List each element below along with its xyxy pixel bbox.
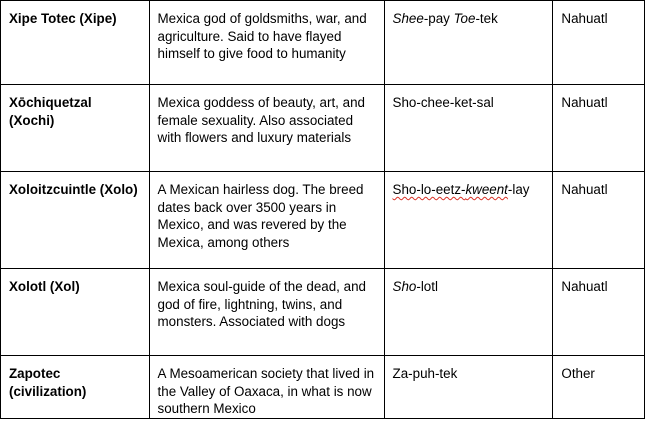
pronunciation-part: Sho-lo-eetz-	[392, 182, 466, 197]
pronunciation-part: Sho-chee-ket-sal	[392, 95, 494, 110]
pronunciation-cell	[384, 1, 553, 85]
pronunciation-part: -tek	[475, 11, 498, 26]
pronunciation-part: -pay	[423, 11, 454, 26]
pronunciation-part: kweent	[465, 182, 508, 197]
pronunciation-part: Toe	[453, 11, 476, 26]
definition-cell: A Mexican hairless dog. The breed dates back over 3500 years in Mexico, and was revered by the Mexica, among others	[149, 172, 384, 269]
pronunciation-part: Shee	[392, 11, 424, 26]
term-cell: Xipe Totec (Xipe)	[1, 1, 150, 85]
term-cell: Xolotl (Xol)	[1, 269, 150, 356]
pronunciation-cell	[384, 269, 553, 356]
language-cell: Nahuatl	[553, 85, 645, 172]
pronunciation-cell	[384, 172, 553, 269]
language-cell: Nahuatl	[553, 269, 645, 356]
term-cell: Zapotec (civilization)	[1, 356, 150, 419]
table-row	[1, 1, 645, 85]
table-row	[1, 269, 645, 356]
term-cell: Xōchiquetzal (Xochi)	[1, 85, 150, 172]
language-cell: Nahuatl	[553, 1, 645, 85]
pronunciation-part: -lay	[507, 182, 530, 197]
pronunciation-part: Sho	[392, 279, 417, 294]
pronunciation-cell	[384, 356, 553, 419]
definition-cell: A Mesoamerican society that lived in the Valley of Oaxaca, in what is now southern Mexico	[149, 356, 384, 419]
language-cell: Nahuatl	[553, 172, 645, 269]
language-cell: Other	[553, 356, 645, 419]
table-row	[1, 85, 645, 172]
pronunciation-part: -lotl	[416, 279, 438, 294]
table-row	[1, 356, 645, 419]
definition-cell: Mexica god of goldsmiths, war, and agriculture. Said to have flayed himself to give food to humanity	[149, 1, 384, 85]
pronunciation-cell	[384, 85, 553, 172]
definition-cell: Mexica soul-guide of the dead, and god of fire, lightning, twins, and monsters. Associated with dogs	[149, 269, 384, 356]
term-cell: Xoloitzcuintle (Xolo)	[1, 172, 150, 269]
definition-cell: Mexica goddess of beauty, art, and female sexuality. Also associated with flowers and luxury materials	[149, 85, 384, 172]
pronunciation-part: Za-puh-tek	[392, 366, 458, 381]
glossary-table-body	[1, 1, 645, 419]
table-row	[1, 172, 645, 269]
